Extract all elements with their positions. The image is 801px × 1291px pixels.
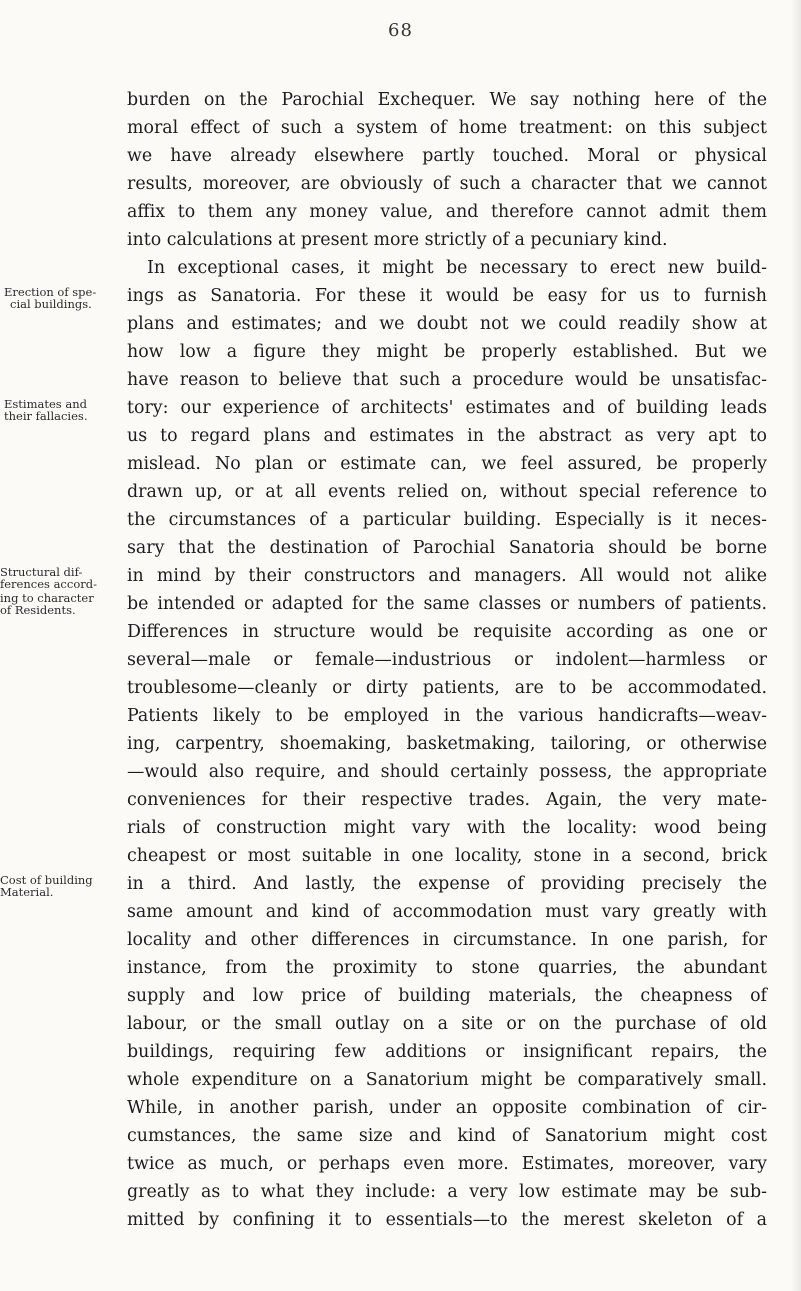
body-line: Differences in structure would be requisite according as one or (127, 622, 767, 642)
sidenote-line: cial buildings. (10, 297, 92, 311)
body-line: the circumstances of a particular building. Especially is it neces- (127, 510, 767, 530)
body-line: rials of construction might vary with the locality: wood being (127, 818, 767, 838)
body-line: several—male or female—industrious or indolent—harmless or (127, 650, 767, 670)
sidenote-line: of Residents. (0, 603, 76, 617)
sidenote-line: Material. (0, 885, 54, 899)
body-line: mitted by confining it to essentials—to the merest skeleton of a (127, 1210, 767, 1230)
body-line: be intended or adapted for the same classes or numbers of patients. (127, 594, 767, 614)
sidenote-line: ing to character (0, 591, 94, 605)
sidenote-line: their fallacies. (4, 409, 88, 423)
body-line: twice as much, or perhaps even more. Estimates, moreover, vary (127, 1154, 767, 1174)
body-line: have reason to believe that such a procedure would be unsatisfac- (127, 370, 767, 390)
body-line: Patients likely to be employed in the various handicrafts—weav- (127, 706, 767, 726)
body-line: buildings, requiring few additions or insignificant repairs, the (127, 1042, 767, 1062)
body-line: cumstances, the same size and kind of Sanatorium might cost (127, 1126, 767, 1146)
body-line: mislead. No plan or estimate can, we feel assured, be properly (127, 454, 767, 474)
body-line: tory: our experience of architects' estimates and of building leads (127, 398, 767, 418)
body-line: results, moreover, are obviously of such a character that we cannot (127, 174, 767, 194)
sidenote-line: Erection of spe- (4, 285, 97, 299)
body-line: affix to them any money value, and therefore cannot admit them (127, 202, 767, 222)
body-line: us to regard plans and estimates in the abstract as very apt to (127, 426, 767, 446)
sidenote-line: ferences accord- (0, 577, 97, 591)
body-line: whole expenditure on a Sanatorium might be comparatively small. (127, 1070, 767, 1090)
body-line: sary that the destination of Parochial Sanatoria should be borne (127, 538, 767, 558)
sidenote-line: Structural dif- (0, 565, 83, 579)
body-line: labour, or the small outlay on a site or on the purchase of old (127, 1014, 767, 1034)
sidenote-line: Cost of building (0, 873, 93, 887)
body-line: conveniences for their respective trades. Again, the very mate- (127, 790, 767, 810)
page-edge-shadow (791, 0, 801, 1291)
body-line: In exceptional cases, it might be necessary to erect new build- (147, 258, 767, 278)
body-line: into calculations at present more strictly of a pecuniary kind. (127, 230, 668, 250)
body-line: —would also require, and should certainly possess, the appropriate (127, 762, 767, 782)
body-line: cheapest or most suitable in one locality, stone in a second, brick (127, 846, 767, 866)
body-line: greatly as to what they include: a very low estimate may be sub- (127, 1182, 767, 1202)
sidenote-line: Estimates and (4, 397, 87, 411)
body-line: how low a figure they might be properly established. But we (127, 342, 767, 362)
body-line: locality and other differences in circumstance. In one parish, for (127, 930, 767, 950)
body-line: burden on the Parochial Exchequer. We say nothing here of the (127, 90, 767, 110)
body-line: troublesome—cleanly or dirty patients, are to be accommodated. (127, 678, 767, 698)
body-line: While, in another parish, under an opposite combination of cir- (127, 1098, 767, 1118)
body-line: drawn up, or at all events relied on, without special reference to (127, 482, 767, 502)
body-line: moral effect of such a system of home treatment: on this subject (127, 118, 767, 138)
body-line: supply and low price of building materials, the cheapness of (127, 986, 767, 1006)
body-line: plans and estimates; and we doubt not we could readily show at (127, 314, 767, 334)
body-line: same amount and kind of accommodation must vary greatly with (127, 902, 767, 922)
body-line: we have already elsewhere partly touched. Moral or physical (127, 146, 767, 166)
body-line: ings as Sanatoria. For these it would be easy for us to furnish (127, 286, 767, 306)
body-line: in mind by their constructors and managers. All would not alike (127, 566, 767, 586)
body-line: instance, from the proximity to stone quarries, the abundant (127, 958, 767, 978)
body-line: ing, carpentry, shoemaking, basketmaking, tailoring, or otherwise (127, 734, 767, 754)
page-number: 68 (388, 20, 413, 41)
body-line: in a third. And lastly, the expense of providing precisely the (127, 874, 767, 894)
